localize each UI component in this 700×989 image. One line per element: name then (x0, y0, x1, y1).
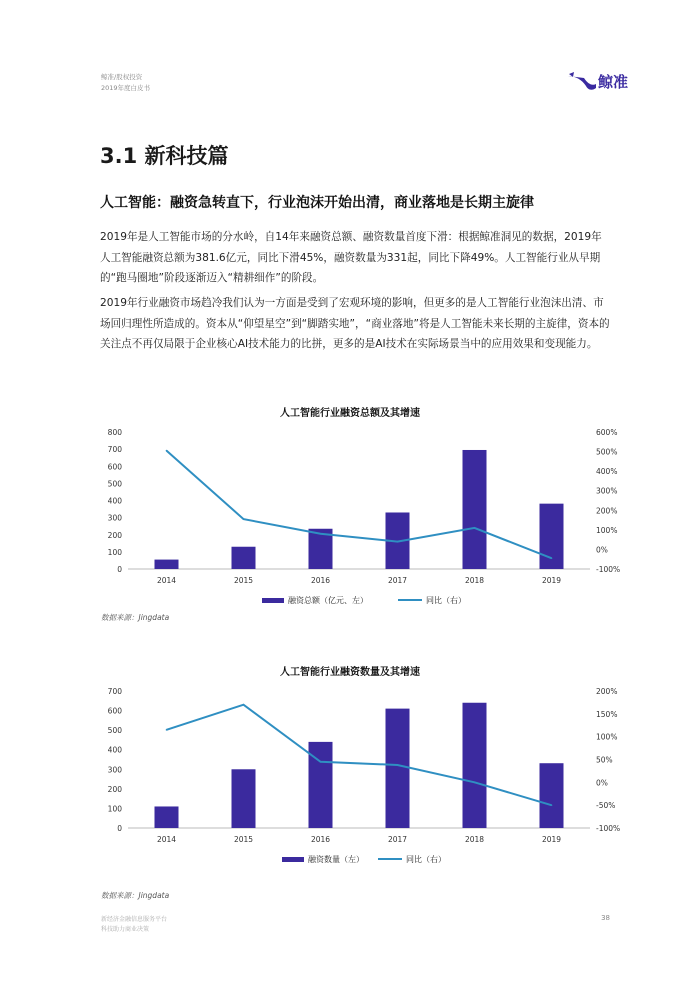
chart1-ytick: 200 (107, 530, 122, 540)
chart2-legend-bar-label: 融资数量（左） (308, 855, 364, 864)
chart1-xtick: 2015 (233, 576, 254, 585)
footer-line1: 新经济金融信息服务平台 (101, 916, 168, 923)
chart-2-title: 人工智能行业融资数量及其增速 (280, 667, 420, 678)
chart2-line-point (474, 782, 476, 784)
chart2-bar (386, 709, 410, 828)
chart1-y2tick: 100% (596, 525, 618, 535)
header-line1: 鲸准/股权投资 (101, 73, 143, 81)
chart2-legend-line-label: 同比（右） (406, 855, 446, 864)
paragraph-1: 2019年是人工智能市场的分水岭，自14年来融资总额、融资数量首度下滑：根据鲸准洞见的数据，2019年人工智能融资总额为381.6亿元，同比下滑45%，融资数量为331起，同比下降49%。人工智能行业从早期的“跑马圈地”阶段逐渐迈入“精耕细作”的阶段。 (100, 231, 602, 284)
chart2-bar (232, 769, 256, 828)
chart1-ytick: 600 (107, 462, 122, 472)
chart1-ytick: 500 (107, 479, 122, 489)
chart-1-title: 人工智能行业融资总额及其增速 (280, 408, 420, 419)
chart2-xtick: 2015 (233, 835, 254, 844)
chart2-y2tick: 50% (596, 755, 613, 765)
paragraph-2: 2019年行业融资市场趋冷我们认为一方面是受到了宏观环境的影响，但更多的是人工智能行业泡沫出清、市场回归理性所造成的。资本从“仰望星空”到“脚踏实地”，“商业落地”将是人工智能未来长期的主旋律，资本的关注点不再仅局限于企业核心AI技术能力的比拼，更多的是AI技术在实际场景当中的应用效果和变现能力。 (100, 297, 610, 350)
chart2-bar (463, 703, 487, 828)
chart2-line-point (397, 764, 399, 766)
chart1-xtick: 2014 (156, 576, 177, 585)
chart2-xtick: 2017 (387, 835, 408, 844)
chart2-legend-bar-swatch (282, 857, 304, 862)
chart2-y2tick: 0% (596, 778, 608, 788)
chart2-ytick: 0 (117, 824, 122, 833)
chart2-line-point (166, 729, 168, 731)
chart2-y2tick: -50% (596, 801, 616, 811)
chart2-ytick: 700 (107, 687, 122, 696)
chart1-ytick: 700 (107, 445, 122, 455)
chart2-bar (540, 763, 564, 828)
chart1-xtick: 2019 (541, 576, 562, 585)
chart1-y2tick: 400% (596, 467, 618, 477)
chart1-y2tick: -100% (596, 565, 621, 574)
chart1-y2tick: 500% (596, 447, 618, 457)
chart-2-source: 数据来源：Jingdata (101, 891, 170, 900)
chart2-ytick: 300 (107, 765, 122, 775)
chart1-ytick: 100 (107, 547, 122, 557)
chart2-y2tick: 200% (596, 687, 618, 696)
chart2-ytick: 100 (107, 804, 122, 814)
chart2-bar (155, 806, 179, 828)
chart1-ytick: 300 (107, 513, 122, 523)
footer (101, 915, 167, 935)
chart1-ytick: 800 (107, 428, 122, 437)
subtitle: 人工智能：融资急转直下，行业泡沫开始出清，商业落地是长期主旋律 (100, 195, 534, 211)
chart-1-source: 数据来源：Jingdata (101, 613, 170, 622)
chart1-ytick: 400 (107, 496, 122, 506)
section-title: 3.1 新科技篇 (100, 144, 229, 168)
header-line2: 2019年度白皮书 (101, 84, 151, 92)
chart2-xtick: 2016 (310, 835, 331, 844)
chart2-xtick: 2014 (156, 835, 177, 844)
chart2-ytick: 200 (107, 784, 122, 794)
chart2-ytick: 400 (107, 745, 122, 755)
chart2-y2tick: 150% (596, 709, 618, 719)
chart2-line-point (243, 704, 245, 706)
chart1-xtick: 2016 (310, 576, 331, 585)
footer-line2: 科技助力商业决策 (101, 926, 150, 933)
chart1-y2tick: 600% (596, 428, 618, 437)
chart2-xtick: 2018 (464, 835, 485, 844)
chart1-xtick: 2018 (464, 576, 485, 585)
chart1-y2tick: 0% (596, 545, 608, 555)
chart2-ytick: 500 (107, 726, 122, 736)
chart2-ytick: 600 (107, 706, 122, 716)
chart2-line-point (551, 804, 553, 806)
chart2-y2tick: 100% (596, 732, 618, 742)
chart1-y2tick: 300% (596, 486, 618, 496)
chart1-legend-line-label: 同比（右） (426, 596, 466, 605)
chart1-legend-bar-label: 融资总额（亿元、左） (288, 596, 368, 605)
chart1-ytick: 0 (117, 565, 122, 574)
chart2-line-series (167, 705, 552, 805)
chart1-xtick: 2017 (387, 576, 408, 585)
page-number: 38 (601, 914, 610, 922)
chart2-line-point (320, 761, 322, 763)
chart2-xtick: 2019 (541, 835, 562, 844)
chart2-y2tick: -100% (596, 824, 621, 833)
chart1-y2tick: 200% (596, 506, 618, 516)
logo-text: 鲸准 (598, 73, 629, 91)
